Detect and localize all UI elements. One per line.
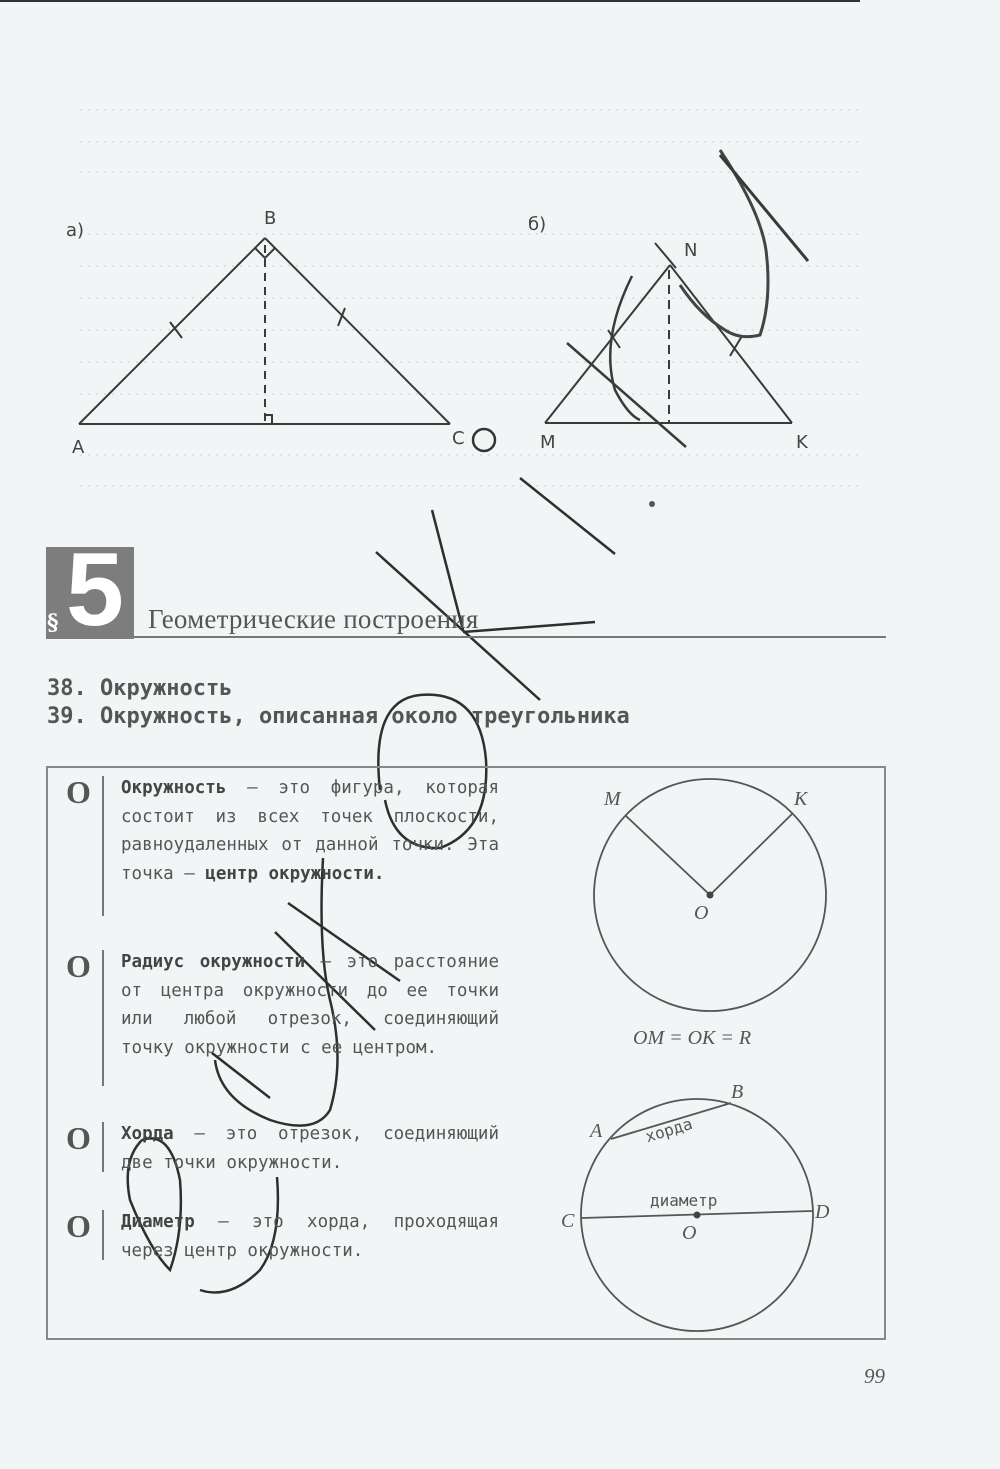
topic-39 — [47, 704, 630, 729]
definition-term: Хорда — [121, 1124, 174, 1144]
section-number: 5 — [66, 532, 120, 648]
vertex-k-label: K — [796, 432, 808, 453]
figure-b-label: б) — [528, 214, 547, 235]
radius-caption: OM = OK = R — [633, 1027, 752, 1049]
pencil-dot — [649, 501, 655, 507]
definition-bar — [102, 776, 104, 916]
chord-label: хорда — [643, 1113, 695, 1147]
definition-text: Окружность — это фигура, которая состоит из всех точек плоскости, равноудаленных от данной точки. Эта точка — центр окружности. — [121, 778, 499, 884]
section-title: Геометрические построения — [148, 604, 479, 634]
vertex-a-label: A — [72, 437, 85, 458]
definition-bold-tail: центр окружности. — [205, 863, 385, 884]
definition-marker: О — [66, 1208, 91, 1244]
point-b-label: B — [731, 1081, 744, 1103]
grid-lines — [80, 110, 860, 486]
definition-text: Радиус окружности — это расстояние от центра окружности до ее точки или любой отрезок, соединяющий точку окружности с ее центром. — [121, 952, 499, 1058]
point-k-label: K — [794, 788, 808, 810]
page-number: 99 — [864, 1364, 885, 1388]
triangle-abc — [79, 238, 450, 424]
point-m-label: M — [604, 788, 621, 810]
definition-marker: О — [66, 948, 91, 984]
point-a-label: A — [590, 1120, 603, 1142]
handwritten-zero — [473, 429, 495, 451]
definition-term: Окружность — [121, 778, 227, 798]
point-d-label: D — [815, 1201, 830, 1223]
vertex-c-label: C — [452, 428, 465, 449]
topic-title: Окружность, описанная около треугольника — [100, 704, 630, 729]
definition-bar — [102, 1122, 104, 1172]
definition-bar — [102, 1210, 104, 1260]
section-sign: § — [47, 610, 59, 636]
diameter-label: диаметр — [650, 1191, 718, 1210]
vertex-b-label: B — [264, 208, 277, 229]
vertex-m-label: M — [540, 432, 556, 453]
definition-marker: О — [66, 774, 91, 810]
topic-number: 39. — [47, 704, 87, 729]
point-c-label: C — [561, 1210, 575, 1232]
definition-marker: О — [66, 1120, 91, 1156]
definition-term: Радиус окружности — [121, 952, 306, 972]
point-o-label-2: O — [682, 1222, 697, 1244]
section-divider — [134, 636, 886, 638]
topic-38 — [47, 676, 232, 701]
topic-number: 38. — [47, 676, 87, 701]
definition-text: Хорда — это отрезок, соединяющий две точки окружности. — [121, 1124, 499, 1173]
point-o-label: O — [694, 902, 709, 924]
figure-a-label: а) — [66, 220, 85, 241]
topic-title: Окружность — [100, 676, 233, 701]
definition-term: Диаметр — [121, 1212, 195, 1232]
definition-bar — [102, 950, 104, 1086]
vertex-n-label: N — [684, 240, 698, 261]
definition-text: Диаметр — это хорда, проходящая через центр окружности. — [121, 1212, 499, 1261]
